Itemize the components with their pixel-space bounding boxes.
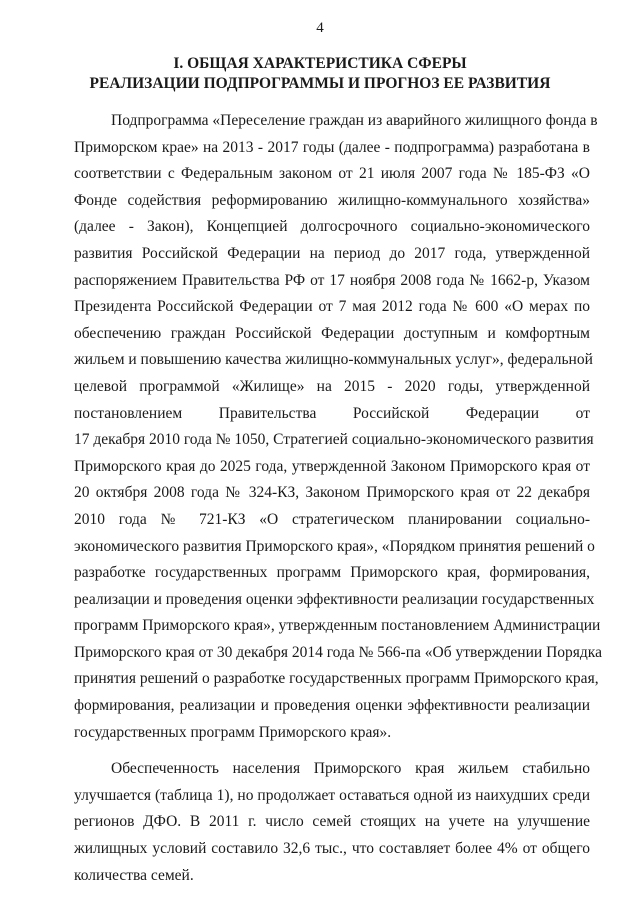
text-line: постановлением Правительства Российской Федерации от (74, 404, 590, 422)
text-line: экономического развития Приморского края», «Порядком принятия решений о (74, 537, 595, 555)
text-line: реализации и проведения оценки эффективности реализации государственных (74, 590, 595, 608)
section-heading-line-1: I. ОБЩАЯ ХАРАКТЕРИСТИКА СФЕРЫ (173, 55, 467, 72)
text-line: регионов ДФО. В 2011 г. число семей стоящих на учете на улучшение (74, 813, 590, 831)
text-line: распоряжением Правительства РФ от 17 ноября 2008 года № 1662-р, Указом (74, 271, 590, 289)
paragraph-1 (74, 108, 602, 746)
text-line: жилищных условий составило 32,6 тыс., что составляет более 4% от общего (74, 840, 590, 858)
text-line: 2010 года № 721-КЗ «О стратегическом планировании социально- (74, 510, 590, 528)
text-line: Фонде содействия реформированию жилищно-коммунального хозяйства» (74, 191, 590, 209)
text-line: жильем и повышению качества жилищно-коммунальных услуг», федеральной (74, 351, 593, 369)
text-line: Обеспеченность населения Приморского края жильем стабильно (111, 760, 590, 778)
text-line: соответствии с Федеральным законом от 21 июля 2007 года № 185-ФЗ «О (74, 165, 590, 183)
text-line: программ Приморского края», утвержденным постановлением Администрации (74, 617, 601, 635)
text-line: государственных программ Приморского края». (74, 723, 392, 741)
text-line: Президента Российской Федерации от 7 мая 2012 года № 600 «О мерах по (74, 298, 590, 316)
text-line: разработке государственных программ Приморского края, формирования, (74, 564, 590, 582)
text-line: целевой программой «Жилище» на 2015 - 2020 годы, утвержденной (74, 377, 590, 395)
page-number: 4 (316, 20, 324, 36)
text-line: формирования, реализации и проведения оценки эффективности реализации (74, 697, 590, 715)
section-heading (60, 54, 580, 94)
text-line: обеспечению граждан Российской Федерации доступным и комфортным (74, 324, 590, 342)
text-line: Приморском крае» на 2013 - 2017 годы (далее - подпрограмма) разработана в (74, 138, 590, 156)
body-text (74, 108, 602, 889)
text-line: развития Российской Федерации на период до 2017 года, утвержденной (74, 244, 590, 262)
text-line: Приморского края от 30 декабря 2014 года № 566-па «Об утверждении Порядка (74, 643, 602, 661)
text-line: 17 декабря 2010 года № 1050, Стратегией социально-экономического развития (74, 431, 594, 449)
section-heading-line-2: РЕАЛИЗАЦИИ ПОДПРОГРАММЫ И ПРОГНОЗ ЕЕ РАЗВИТИЯ (89, 75, 551, 92)
text-line: (далее - Закон), Концепцией долгосрочного социально-экономического (74, 218, 590, 236)
text-line: Подпрограмма «Переселение граждан из аварийного жилищного фонда в (111, 112, 598, 129)
paragraph-2 (74, 756, 590, 889)
text-line: улучшается (таблица 1), но продолжает оставаться одной из наихудших среди (74, 786, 590, 804)
text-line: 20 октября 2008 года № 324-КЗ, Законом Приморского края от 22 декабря (74, 484, 590, 502)
text-line: количества семей. (74, 866, 194, 884)
text-line: принятия решений о разработке государственных программ Приморского края, (74, 670, 599, 688)
text-line: Приморского края до 2025 года, утвержденной Законом Приморского края от (74, 457, 590, 475)
